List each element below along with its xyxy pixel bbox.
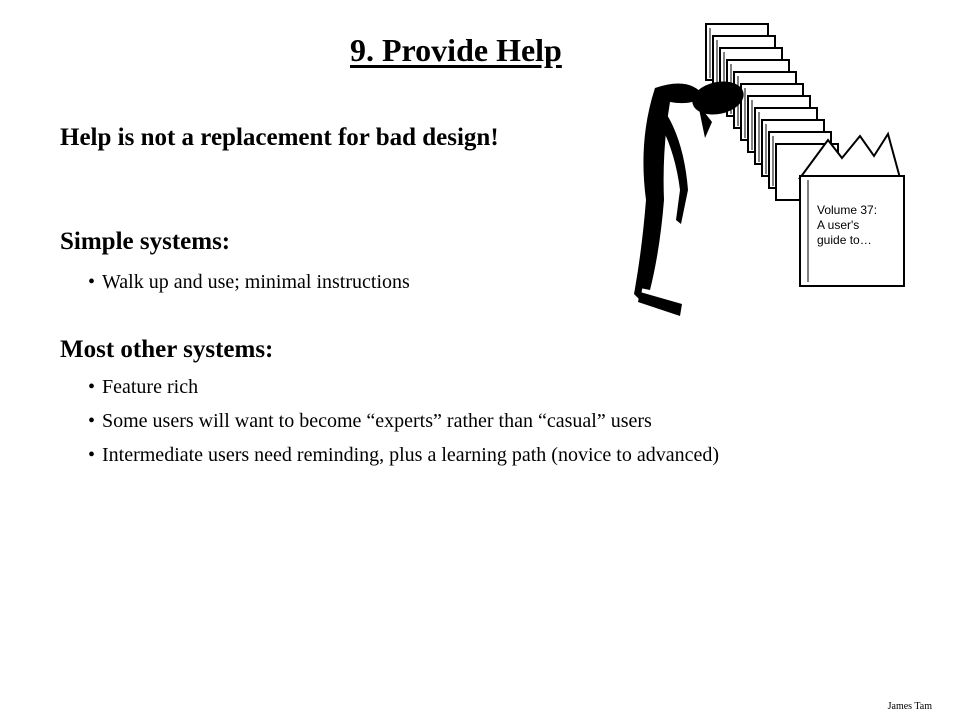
manual-cover-line: guide to…: [817, 233, 872, 247]
headline: Help is not a replacement for bad design!: [60, 124, 499, 151]
manual-cover-line: Volume 37:: [817, 203, 878, 217]
bullet-item: • Walk up and use; minimal instructions: [88, 269, 842, 295]
bullet-item: • Intermediate users need reminding, plus a learning path (novice to advanced): [88, 442, 842, 468]
author-footer: James Tam: [887, 701, 932, 712]
section-heading-simple-systems: Simple systems:: [60, 228, 231, 255]
manual-cover-label: [817, 203, 903, 248]
manual-cover-line: A user's: [817, 218, 860, 232]
bullet-item: • Some users will want to become “experts” rather than “casual” users: [88, 408, 842, 434]
overwhelmed-figure-with-manuals-illustration: [610, 10, 930, 330]
slide-title: 9. Provide Help: [350, 32, 562, 68]
bullet-item: • Feature rich: [88, 374, 842, 400]
most-other-systems-list: [88, 374, 842, 476]
section-heading-most-other-systems: Most other systems:: [60, 336, 274, 363]
